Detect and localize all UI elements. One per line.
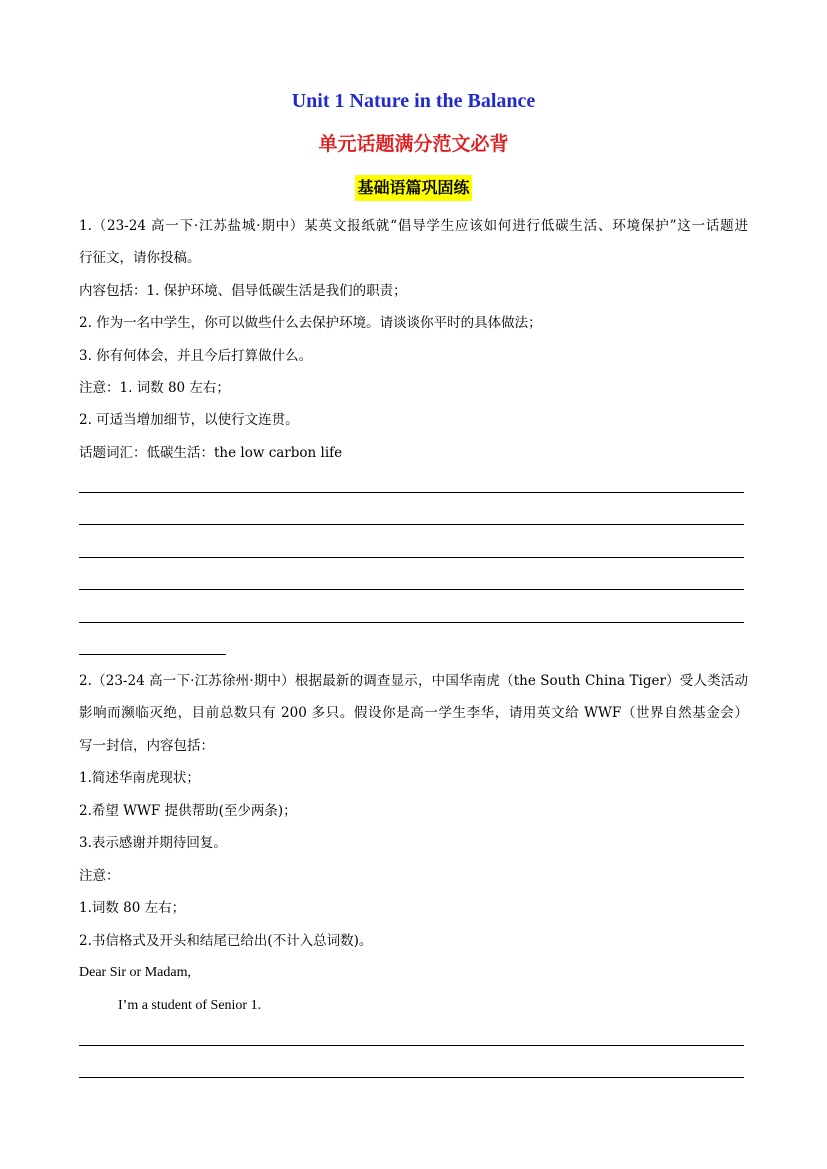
unit-subtitle: 单元话题满分范文必背 (318, 133, 509, 155)
q1-vocab-line: 话题词汇：低碳生活：the low carbon life (79, 445, 343, 461)
q2-answer-line[interactable] (79, 1077, 744, 1078)
q2-content-line-1: 1.简述华南虎现状； (79, 770, 200, 786)
q2-prompt-line-1: 2.（23-24 高一下·江苏徐州·期中）根据最新的调查显示，中国华南虎（the South China Tiger）受人类活动 (79, 673, 748, 689)
q2-prompt-line-2: 影响而濒临灭绝，目前总数只有 200 多只。假设你是高一学生李华，请用英文给 WWF（世界自然基金会） (79, 705, 748, 721)
q2-note-line-1: 1.词数 80 左右； (79, 900, 186, 916)
q1-answer-line[interactable] (79, 524, 744, 525)
q2-answer-line[interactable] (79, 1045, 744, 1046)
q1-prompt-line-2: 行征文，请你投稿。 (79, 250, 201, 266)
q2-prompt-line-3: 写一封信，内容包括： (79, 738, 214, 754)
unit-title: Unit 1 Nature in the Balance (291, 90, 536, 112)
q1-content-line-2: 2. 作为一名中学生，你可以做些什么去保护环境。请谈谈你平时的具体做法； (79, 315, 542, 331)
q1-answer-line[interactable] (79, 557, 744, 558)
q2-note-line-2: 2.书信格式及开头和结尾已给出(不计入总词数)。 (79, 933, 373, 949)
q1-answer-line[interactable] (79, 589, 744, 590)
q1-prompt-line-1: 1.（23-24 高一下·江苏盐城·期中）某英文报纸就“倡导学生应该如何进行低碳生活、环境保护”这一话题进 (79, 218, 748, 234)
q2-content-line-3: 3.表示感谢并期待回复。 (79, 835, 227, 851)
q2-letter-opening: I’m a student of Senior 1. (118, 998, 262, 1013)
q1-answer-line[interactable] (79, 492, 744, 493)
section-heading-wrap (0, 175, 827, 201)
q1-answer-line[interactable] (79, 622, 744, 623)
q2-letter-greeting: Dear Sir or Madam, (79, 965, 191, 980)
q1-content-line-1: 内容包括：1. 保护环境、倡导低碳生活是我们的职责； (79, 283, 407, 299)
q1-answer-line-short[interactable] (79, 654, 226, 655)
section-heading: 基础语篇巩固练 (355, 175, 471, 201)
q1-note-line-1: 注意：1. 词数 80 左右； (79, 380, 230, 396)
q2-content-line-2: 2.希望 WWF 提供帮助(至少两条)； (79, 803, 297, 819)
q1-note-line-2: 2. 可适当增加细节，以使行文连贯。 (79, 412, 299, 428)
q1-content-line-3: 3. 你有何体会，并且今后打算做什么。 (79, 348, 313, 364)
q2-note-label: 注意： (79, 868, 120, 884)
